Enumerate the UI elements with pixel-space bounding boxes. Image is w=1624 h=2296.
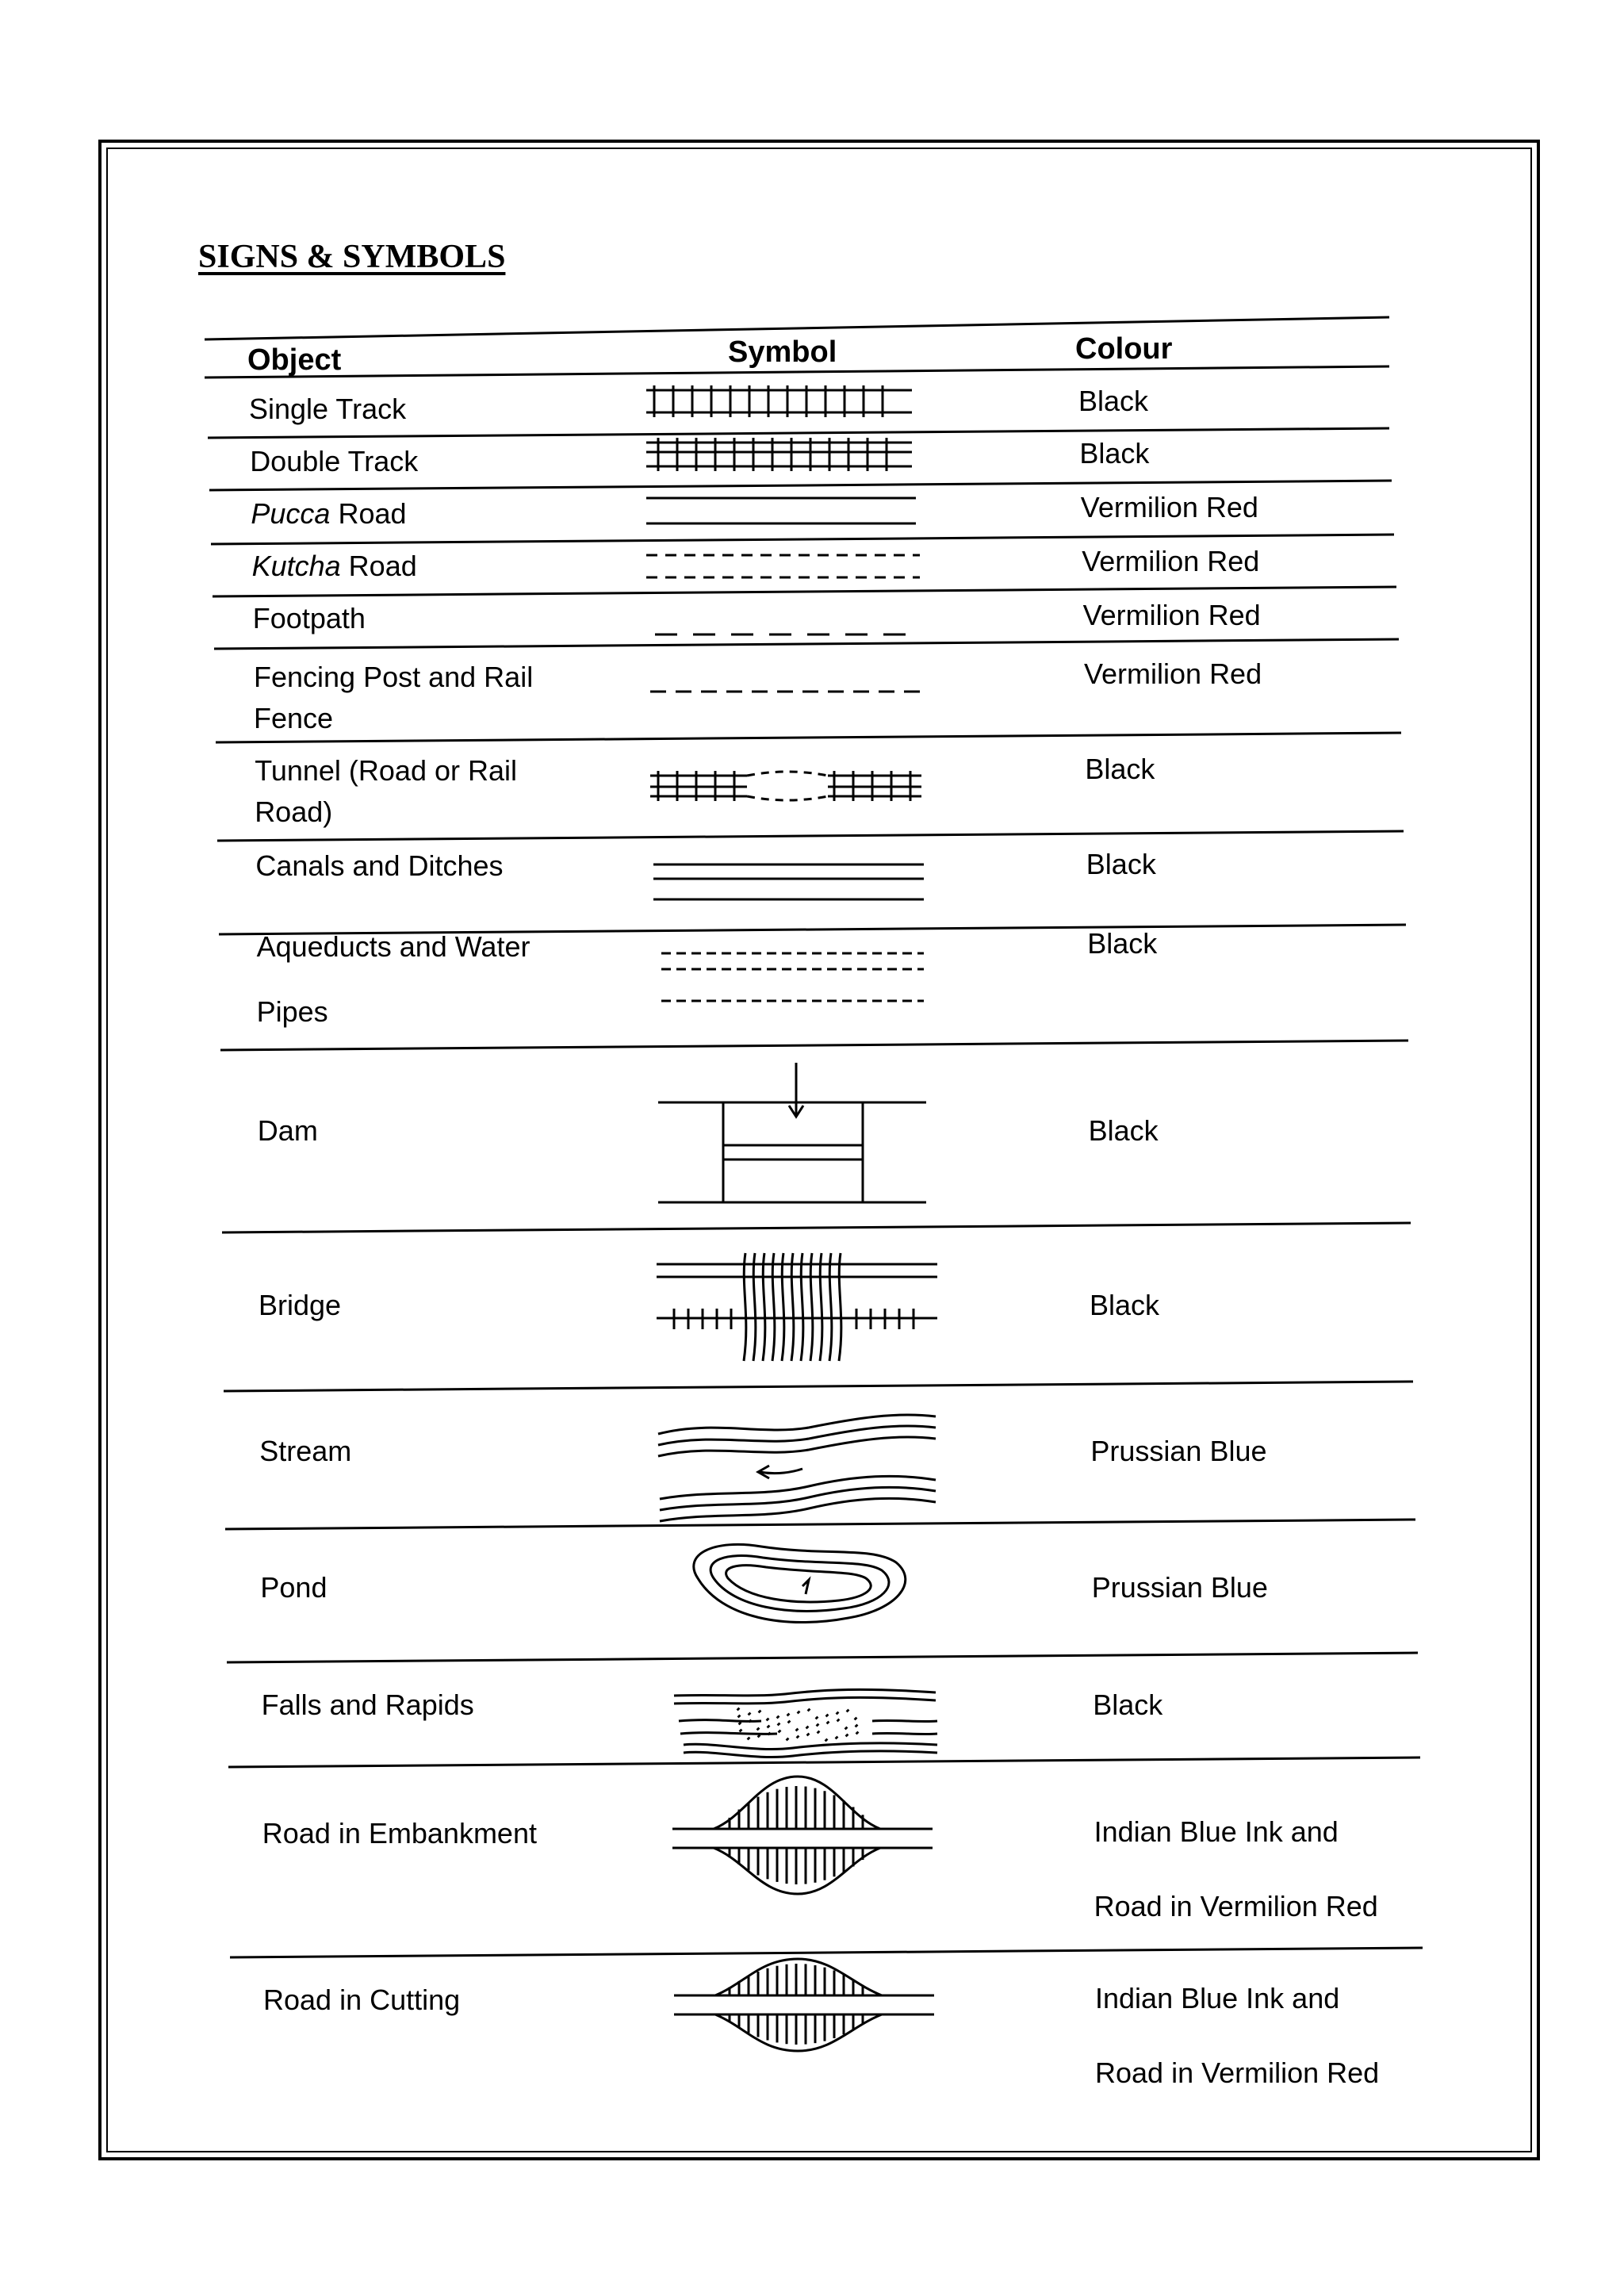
bridge-symbol [657, 1253, 937, 1361]
colour-label: Vermilion Red [1082, 599, 1261, 631]
colour-label: Vermilion Red [1080, 491, 1258, 523]
bridge-water-stroke [810, 1253, 813, 1361]
falls-dot [788, 1721, 790, 1723]
object-label-italic: Kutcha [251, 550, 341, 582]
falls-dot [847, 1710, 848, 1711]
bridge-water-stroke [753, 1253, 756, 1361]
single-track-symbol [646, 385, 912, 417]
falls-dot [817, 1724, 818, 1726]
falls-dot [777, 1716, 779, 1718]
colour-label: Vermilion Red [1082, 545, 1260, 577]
bridge-water-stroke [782, 1253, 784, 1361]
falls-dot [808, 1709, 810, 1711]
falls-dot [825, 1739, 827, 1741]
bridge-water-stroke [801, 1253, 803, 1361]
aqueduct-symbol [661, 953, 924, 1001]
falls-dot [748, 1738, 749, 1739]
colour-label: Vermilion Red [1084, 657, 1262, 690]
falls-dot [836, 1737, 837, 1738]
bridge-water-stroke [829, 1253, 832, 1361]
bridge-water-stroke [763, 1253, 765, 1361]
falls-dot [757, 1728, 759, 1730]
falls-dot [807, 1734, 809, 1735]
bridge-water-stroke [772, 1253, 775, 1361]
object-label-italic: Pucca [251, 497, 331, 530]
falls-dot [837, 1712, 838, 1714]
falls-dot [749, 1713, 750, 1715]
header-colour: Colour [1075, 332, 1173, 366]
falls-dot [845, 1727, 847, 1729]
colour-label: Black [1078, 385, 1149, 417]
falls-dot [855, 1718, 856, 1719]
canal-symbol [653, 864, 924, 899]
object-label: Stream [259, 1435, 352, 1467]
object-label: Pucca Road [251, 497, 407, 530]
colour-label: Prussian Blue [1091, 1571, 1268, 1604]
falls-dot [827, 1722, 829, 1723]
pucca-road-symbol [646, 498, 916, 523]
pond-symbol [694, 1544, 906, 1622]
falls-dot [767, 1719, 768, 1720]
object-label: Road in Embankment [262, 1817, 537, 1849]
colour-label: Indian Blue Ink and [1095, 1982, 1340, 2014]
falls-dot [759, 1711, 760, 1712]
colour-label: Black [1086, 848, 1156, 880]
object-label: Road in Cutting [263, 1984, 461, 2016]
falls-dot [740, 1730, 741, 1731]
colour-label: Indian Blue Ink and [1094, 1815, 1339, 1848]
falls-dot [737, 1708, 739, 1710]
colour-label: Black [1087, 927, 1158, 960]
stream-symbol [658, 1415, 936, 1521]
embankment-symbol [672, 1777, 933, 1894]
falls-dot [768, 1733, 770, 1734]
falls-dot [856, 1725, 857, 1727]
falls-dot [816, 1717, 818, 1719]
colour-label: Road in Vermilion Red [1094, 1890, 1378, 1922]
falls-dot [749, 1720, 751, 1722]
colour-label: Black [1085, 753, 1155, 785]
colour-label: Black [1093, 1688, 1163, 1721]
colour-label: Black [1079, 437, 1150, 470]
object-label: Footpath [252, 602, 366, 634]
falls-dot [846, 1734, 848, 1736]
colour-label: Black [1088, 1114, 1159, 1147]
bridge-water-stroke [820, 1253, 822, 1361]
falls-dot [739, 1723, 741, 1724]
falls-dot [758, 1735, 760, 1737]
bridge-water-stroke [791, 1253, 794, 1361]
bridge-water-stroke [744, 1253, 746, 1361]
kutcha-road-symbol [646, 555, 920, 577]
falls-dot [768, 1726, 769, 1727]
object-label: Dam [257, 1114, 318, 1147]
falls-dot [856, 1732, 858, 1734]
colour-label: Prussian Blue [1090, 1435, 1267, 1467]
object-label: Canals and Ditches [255, 849, 504, 882]
tunnel-symbol [650, 771, 921, 801]
object-label: Tunnel (Road or Rail [255, 754, 518, 787]
bridge-water-stroke [839, 1253, 841, 1361]
object-label: Pond [260, 1571, 327, 1604]
falls-dot [837, 1719, 839, 1721]
object-label: Road) [255, 795, 333, 828]
falls-dot [798, 1711, 799, 1713]
falls-dot [787, 1714, 789, 1715]
header-object: Object [247, 343, 342, 377]
object-label: Falls and Rapids [261, 1688, 474, 1721]
object-label: Pipes [256, 995, 328, 1028]
object-label: Aqueducts and Water [256, 930, 530, 963]
falls-dot [779, 1731, 780, 1732]
object-label: Single Track [249, 393, 407, 425]
object-label: Bridge [259, 1289, 342, 1321]
object-label: Double Track [250, 445, 419, 477]
falls-symbol [674, 1689, 937, 1757]
falls-dot [818, 1731, 819, 1733]
dam-symbol [658, 1063, 926, 1202]
falls-dot [797, 1736, 799, 1738]
cutting-symbol [674, 1959, 934, 2051]
colour-label: Black [1090, 1289, 1160, 1321]
falls-dot [778, 1723, 779, 1725]
falls-dot [806, 1727, 808, 1728]
object-label: Fencing Post and Rail [254, 661, 534, 693]
page-title: SIGNS & SYMBOLS [198, 239, 506, 275]
falls-dot [787, 1738, 788, 1740]
double-track-symbol [646, 438, 912, 471]
falls-dot [826, 1715, 828, 1716]
header-symbol: Symbol [728, 335, 837, 369]
object-label: Kutcha Road [251, 550, 417, 582]
colour-label: Road in Vermilion Red [1095, 2056, 1380, 2089]
falls-dot [738, 1715, 740, 1717]
falls-dot [796, 1729, 798, 1731]
object-label: Fence [254, 702, 334, 734]
